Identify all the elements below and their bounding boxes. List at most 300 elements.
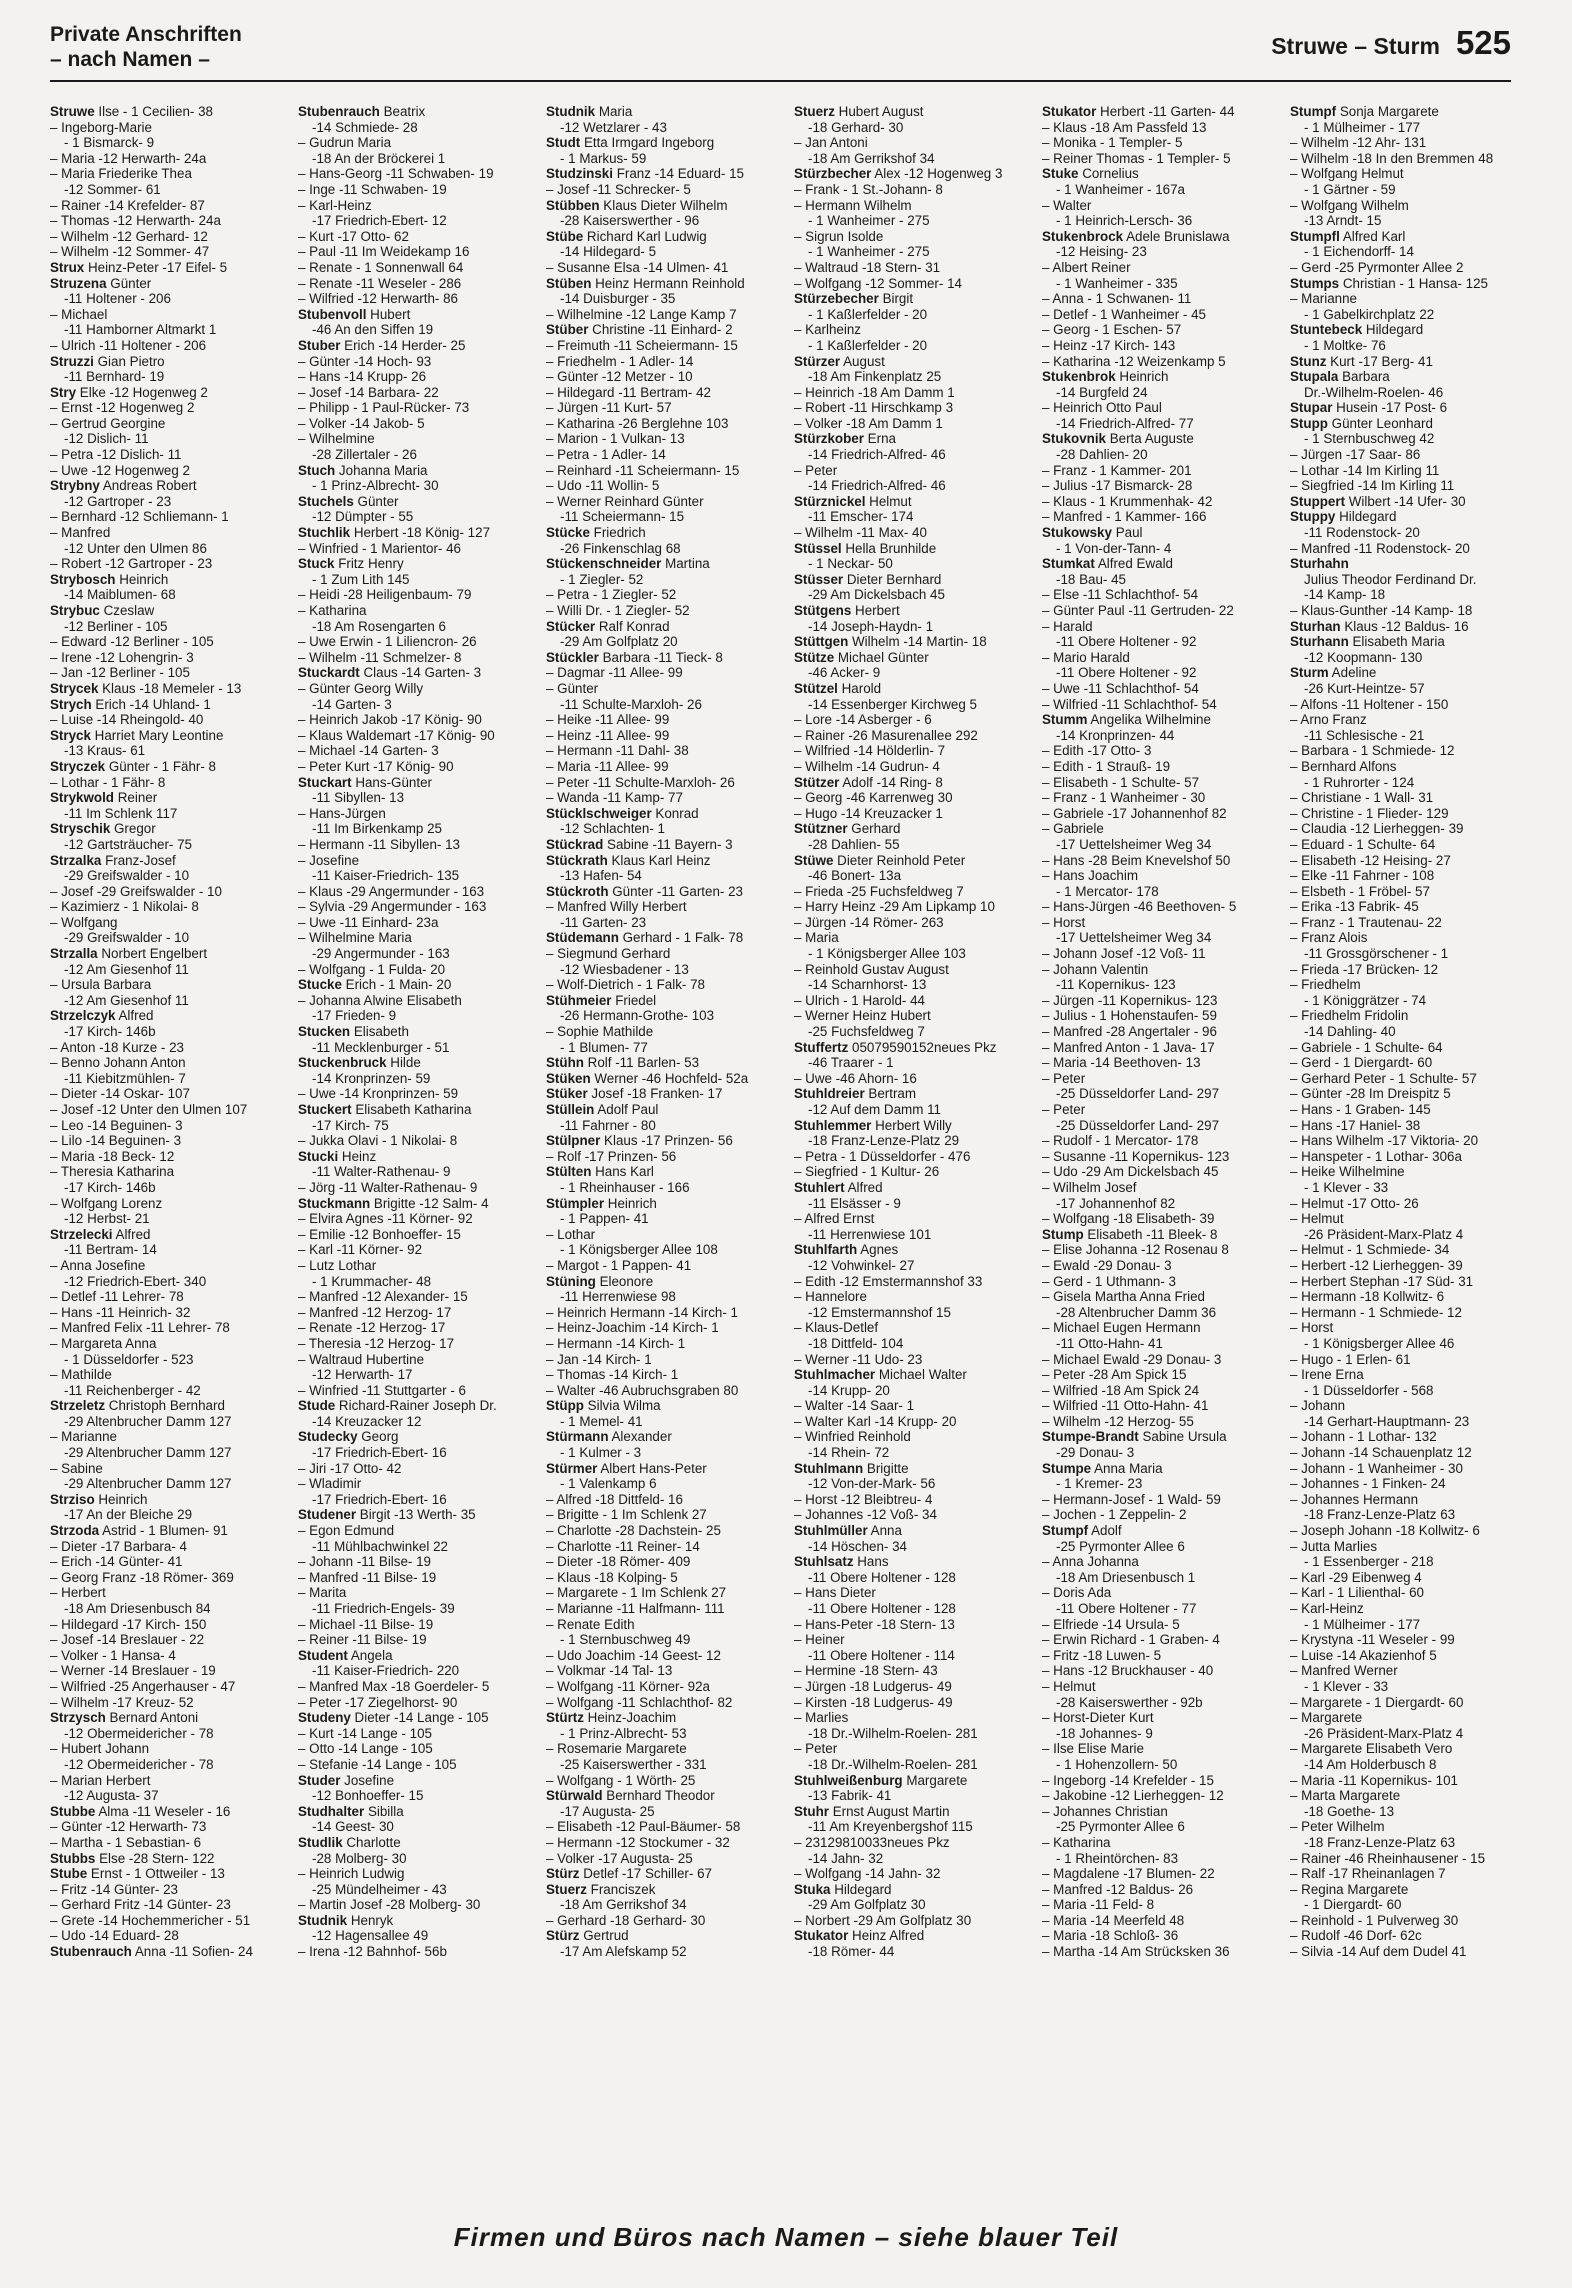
directory-entry: – Ursula Barbara xyxy=(50,977,152,993)
directory-entry: Stry Elke -12 Hogenweg 2 xyxy=(50,384,208,400)
directory-entry: – Georg - 1 Eschen- 57 xyxy=(1042,322,1182,338)
directory-entry: – Jan -12 Berliner - 105 xyxy=(50,665,190,681)
directory-entry: Strux Heinz-Peter -17 Eifel- 5 xyxy=(50,259,228,275)
directory-entry: Stürmann Alexander xyxy=(546,1429,672,1445)
directory-entry: - 1 Mercator- 178 xyxy=(1056,883,1159,899)
directory-entry: -14 Schmiede- 28 xyxy=(312,119,418,135)
directory-entry: -26 Präsident-Marx-Platz 4 xyxy=(1304,1226,1464,1242)
directory-entry: – Robert -11 Hirschkamp 3 xyxy=(794,400,954,416)
directory-entry: – Jürgen -11 Kopernikus- 123 xyxy=(1042,992,1218,1008)
directory-entry: – Hanspeter - 1 Lothar- 306a xyxy=(1290,1148,1462,1164)
directory-entry: – Klaus -18 Am Passfeld 13 xyxy=(1042,119,1207,135)
directory-entry: -11 Obere Holtener - 92 xyxy=(1056,665,1197,681)
directory-entry: – Franz - 1 Trautenau- 22 xyxy=(1290,914,1442,930)
directory-entry: -18 Am Driesenbusch 1 xyxy=(1056,1569,1196,1585)
directory-entry: -12 Emstermannshof 15 xyxy=(808,1304,951,1320)
directory-entry: Stüdemann Gerhard - 1 Falk- 78 xyxy=(546,930,744,946)
directory-entry: – Jürgen -17 Saar- 86 xyxy=(1290,447,1421,463)
directory-entry: -12 Wiesbadener - 13 xyxy=(560,961,689,977)
directory-entry: – Günter -28 Im Dreispitz 5 xyxy=(1290,1086,1451,1102)
directory-entry: Stuhlert Alfred xyxy=(794,1179,883,1195)
directory-entry: -25 Pyrmonter Allee 6 xyxy=(1056,1538,1185,1554)
directory-entry: – Detlef -11 Lehrer- 78 xyxy=(50,1289,184,1305)
directory-entry: Stuck Fritz Henry xyxy=(298,556,404,572)
directory-entry: – Siegfried - 1 Kultur- 26 xyxy=(794,1164,940,1180)
directory-entry: - 1 Eichendorff- 14 xyxy=(1304,244,1414,260)
directory-entry: -18 Dr.-Wilhelm-Roelen- 281 xyxy=(808,1756,978,1772)
directory-entry: – Heike Wilhelmine xyxy=(1290,1164,1405,1180)
directory-entry: – Robert -12 Gartroper - 23 xyxy=(50,556,213,572)
directory-entry: Stuhldreier Bertram xyxy=(794,1086,917,1102)
directory-entry: -25 Mündelheimer - 43 xyxy=(312,1881,447,1897)
directory-entry: – Christine - 1 Flieder- 129 xyxy=(1290,805,1449,821)
directory-entry: – Günter Paul -11 Gertruden- 22 xyxy=(1042,603,1234,618)
directory-entry: – Anton -18 Kurze - 23 xyxy=(50,1039,184,1055)
directory-entry: – Walter xyxy=(1042,197,1092,213)
directory-entry: -46 Acker- 9 xyxy=(808,665,881,681)
directory-entry: – Claudia -12 Lierheggen- 39 xyxy=(1290,821,1464,837)
directory-entry: – Theresia -12 Herzog- 17 xyxy=(298,1335,455,1351)
directory-entry: – Martin Josef -28 Molberg- 30 xyxy=(298,1897,481,1913)
directory-entry: – Manfred Max -18 Goerdeler- 5 xyxy=(298,1678,490,1694)
directory-entry: - 1 Düsseldorfer - 523 xyxy=(64,1351,194,1367)
page-header-right xyxy=(1271,24,1511,62)
directory-entry: – Eduard - 1 Schulte- 64 xyxy=(1290,836,1436,852)
directory-entry: Stütgens Herbert xyxy=(794,603,900,618)
directory-entry: Stüker Josef -18 Franken- 17 xyxy=(546,1086,723,1102)
directory-entry: Stuhlsatz Hans xyxy=(794,1554,889,1570)
directory-entry: -11 Bertram- 14 xyxy=(64,1242,157,1258)
directory-entry: -11 Garten- 23 xyxy=(560,914,647,930)
directory-entry: – Wolfgang -18 Elisabeth- 39 xyxy=(1042,1211,1215,1227)
directory-entry: -29 Angermunder - 163 xyxy=(312,946,450,962)
directory-entry: Stüssel Hella Brunhilde xyxy=(794,540,937,556)
directory-entry: Stumpe Anna Maria xyxy=(1042,1460,1163,1476)
directory-entry: Stumm Angelika Wilhelmine xyxy=(1042,712,1211,728)
directory-entry: – Manfred -11 Bilse- 19 xyxy=(298,1569,437,1585)
directory-entry: – Reinhold Gustav August xyxy=(794,961,949,977)
directory-entry: -18 Am Finkenplatz 25 xyxy=(808,369,942,385)
directory-entry: Stuber Erich -14 Herder- 25 xyxy=(298,337,466,353)
directory-entry: – Michael Ewald -29 Donau- 3 xyxy=(1042,1351,1222,1367)
directory-entry: – Freimuth -11 Scheiermann- 15 xyxy=(546,337,738,353)
directory-entry: – Ulrich -11 Holtener - 206 xyxy=(50,337,207,353)
directory-entry: Stütze Michael Günter xyxy=(794,649,929,665)
directory-entry: – Gerhard -18 Gerhard- 30 xyxy=(546,1912,706,1928)
directory-entry: -12 Bonhoeffer- 15 xyxy=(312,1788,424,1804)
directory-entry: – Heinrich Hermann -14 Kirch- 1 xyxy=(546,1304,739,1320)
directory-entry: – Wladimir xyxy=(298,1476,362,1492)
directory-entry: -17 An der Bleiche 29 xyxy=(64,1507,193,1523)
directory-entry: – Ulrich - 1 Harold- 44 xyxy=(794,992,925,1008)
directory-entry: -11 Obere Holtener - 77 xyxy=(1056,1601,1197,1616)
directory-entry: – Rainer -14 Krefelder- 87 xyxy=(50,197,205,213)
directory-entry: Stubenrauch Anna -11 Sofien- 24 xyxy=(50,1944,253,1960)
directory-entry: Stupala Barbara xyxy=(1290,369,1390,385)
directory-entry: - 1 Wanheimer - 275 xyxy=(808,244,930,260)
directory-entry: – Maria -11 Allee- 99 xyxy=(546,758,669,774)
directory-entry: – Hermann -18 Kollwitz- 6 xyxy=(1290,1289,1445,1305)
directory-entry: – Marian Herbert xyxy=(50,1772,151,1788)
directory-entry: – Detlef - 1 Wanheimer - 45 xyxy=(1042,306,1206,322)
directory-entry: – Wilhelm -12 Herzog- 55 xyxy=(1042,1413,1194,1429)
directory-entry: – Else -11 Schlachthof- 54 xyxy=(1042,587,1199,603)
directory-entry: Stüsser Dieter Bernhard xyxy=(794,571,942,587)
directory-entry: – Rainer -26 Masurenallee 292 xyxy=(794,727,978,743)
directory-entry: - 1 Königsberger Allee 108 xyxy=(560,1242,718,1258)
directory-entry: - 1 Krummacher- 48 xyxy=(312,1273,432,1289)
directory-entry: – Volker -17 Augusta- 25 xyxy=(546,1850,693,1866)
directory-entry: – Hans -14 Krupp- 26 xyxy=(298,369,427,385)
directory-entry: – Georg -46 Karrenweg 30 xyxy=(794,790,953,806)
directory-entry: Stuhlfarth Agnes xyxy=(794,1242,899,1258)
directory-entry: – Heike -11 Allee- 99 xyxy=(546,712,670,728)
directory-entry: – Günter xyxy=(546,680,599,696)
directory-entry: – Manfred -12 Alexander- 15 xyxy=(298,1289,468,1305)
directory-entry: – Marion - 1 Vulkan- 13 xyxy=(546,431,685,447)
directory-entry: -14 Höschen- 34 xyxy=(808,1538,907,1554)
directory-entry: -18 Goethe- 13 xyxy=(1304,1803,1395,1819)
directory-entry: – Gisela Martha Anna Fried xyxy=(1042,1289,1206,1305)
directory-entry: – Lore -14 Asberger - 6 xyxy=(794,712,932,728)
directory-entry: – Johannes Christian xyxy=(1042,1803,1168,1819)
directory-entry: – Hans-Jürgen xyxy=(298,805,386,821)
directory-entry: – Mario Harald xyxy=(1042,649,1130,665)
directory-entry: - 1 Kulmer - 3 xyxy=(560,1445,642,1461)
directory-entry: -14 Garten- 3 xyxy=(312,696,392,712)
directory-entry: – Helmut - 1 Schmiede- 34 xyxy=(1290,1242,1450,1258)
directory-entry: – Wilfried -18 Am Spick 24 xyxy=(1042,1382,1200,1398)
directory-entry: -11 Im Birkenkamp 25 xyxy=(312,821,442,837)
directory-entry: – Uwe -11 Schlachthof- 54 xyxy=(1042,680,1199,696)
directory-column xyxy=(50,104,274,2204)
directory-entry: – Elisabeth - 1 Schulte- 57 xyxy=(1042,774,1200,790)
directory-entry: -25 Düsseldorfer Land- 297 xyxy=(1056,1117,1220,1133)
directory-entry: – Katharina xyxy=(1042,1834,1111,1850)
directory-entry: – Susanne -11 Kopernikus- 123 xyxy=(1042,1148,1230,1164)
directory-entry: – Hildegard -17 Kirch- 150 xyxy=(50,1616,207,1632)
directory-entry: – Franz - 1 Wanheimer - 30 xyxy=(1042,790,1206,806)
directory-entry: – Dagmar -11 Allee- 99 xyxy=(546,665,683,681)
directory-entry: -29 Altenbrucher Damm 127 xyxy=(64,1413,232,1429)
directory-entry: - 1 Rheinhauser - 166 xyxy=(560,1179,690,1195)
directory-entry: -28 Kaiserswerther - 96 xyxy=(560,213,700,229)
directory-entry: Stukator Herbert -11 Garten- 44 xyxy=(1042,104,1235,119)
directory-entry: Strzalla Norbert Engelbert xyxy=(50,946,208,962)
directory-entry: – Heinrich -18 Am Damm 1 xyxy=(794,384,955,400)
directory-entry: -14 Kronprinzen- 44 xyxy=(1056,727,1175,743)
directory-entry: Studnik Henryk xyxy=(298,1912,394,1928)
directory-entry: – Norbert -29 Am Golfplatz 30 xyxy=(794,1912,972,1928)
directory-entry: -11 Grossgörschener - 1 xyxy=(1304,946,1449,962)
directory-entry: – Ingeborg -14 Krefelder - 15 xyxy=(1042,1772,1214,1788)
directory-entry: – Petra -12 Dislich- 11 xyxy=(50,447,182,463)
directory-entry: – Doris Ada xyxy=(1042,1585,1112,1601)
directory-entry: – Susanne Elsa -14 Ulmen- 41 xyxy=(546,259,729,275)
directory-entry: – Hans -17 Haniel- 38 xyxy=(1290,1117,1421,1133)
directory-entry: Stürz Detlef -17 Schiller- 67 xyxy=(546,1866,712,1882)
directory-entry: – Magdalene -17 Blumen- 22 xyxy=(1042,1866,1215,1882)
directory-entry: – Marlies xyxy=(794,1710,849,1726)
directory-entry: Stüwe Dieter Reinhold Peter xyxy=(794,852,966,868)
directory-entry: -17 Frieden- 9 xyxy=(312,1008,397,1024)
directory-entry: – Martha -14 Am Strücksken 36 xyxy=(1042,1944,1230,1960)
directory-entry: – Rudolf -46 Dorf- 62c xyxy=(1290,1928,1422,1944)
directory-entry: Stube Ernst - 1 Ottweiler - 13 xyxy=(50,1866,225,1882)
directory-entry: -11 Schlesische - 21 xyxy=(1304,727,1425,743)
directory-entry: -17 Friedrich-Ebert- 12 xyxy=(312,213,447,229)
directory-entry: – Margarete - 1 Im Schlenk 27 xyxy=(546,1585,727,1601)
directory-entry: - 1 Mülheimer - 177 xyxy=(1304,1616,1421,1632)
directory-entry: -26 Finkenschlag 68 xyxy=(560,540,681,556)
directory-entry: Struzzi Gian Pietro xyxy=(50,353,165,369)
directory-entry: Stücklschweiger Konrad xyxy=(546,805,699,821)
directory-entry: - 1 Markus- 59 xyxy=(560,150,647,166)
directory-entry: – Elke -11 Fahrner - 108 xyxy=(1290,868,1435,884)
directory-entry: Stukator Heinz Alfred xyxy=(794,1928,925,1944)
directory-entry: -12 Obermeidericher - 78 xyxy=(64,1756,214,1772)
directory-entry: – Peter xyxy=(794,1741,838,1757)
directory-entry: Stucken Elisabeth xyxy=(298,1024,409,1040)
directory-entry: – Johanna Alwine Elisabeth xyxy=(298,992,462,1008)
directory-entry: – Elfriede -14 Ursula- 5 xyxy=(1042,1616,1180,1632)
directory-entry: Studener Birgit -13 Werth- 35 xyxy=(298,1507,476,1523)
directory-entry: – Horst xyxy=(1290,1320,1334,1336)
directory-entry: – Marianne xyxy=(50,1429,117,1445)
directory-entry: – Herbert Stephan -17 Süd- 31 xyxy=(1290,1273,1474,1289)
directory-entry: – Klaus-Gunther -14 Kamp- 18 xyxy=(1290,603,1473,618)
directory-entry: Student Angela xyxy=(298,1647,393,1663)
directory-entry: – Rosemarie Margarete xyxy=(546,1741,687,1757)
directory-entry: Stürzbecher Alex -12 Hogenweg 3 xyxy=(794,166,1003,182)
directory-entry: – Wilhelmine xyxy=(298,431,375,447)
directory-entry: Stücker Ralf Konrad xyxy=(546,618,670,634)
directory-entry: -14 Kreuzacker 12 xyxy=(312,1413,422,1429)
directory-entry: – Johann -14 Schauenplatz 12 xyxy=(1290,1445,1472,1461)
directory-entry: – Bernhard Alfons xyxy=(1290,758,1397,774)
directory-entry: Stücke Friedrich xyxy=(546,525,646,541)
directory-entry: – Frank - 1 St.-Johann- 8 xyxy=(794,181,943,197)
directory-entry: -11 Obere Holtener - 128 xyxy=(808,1569,956,1585)
header-divider xyxy=(50,80,1511,82)
directory-entry: – Michael -11 Bilse- 19 xyxy=(298,1616,434,1632)
directory-entry: Stuckmann Brigitte -12 Salm- 4 xyxy=(298,1195,489,1211)
directory-entry: – Volker -18 Am Damm 1 xyxy=(794,415,943,431)
directory-entry: – Wilhelm -17 Kreuz- 52 xyxy=(50,1694,194,1710)
directory-entry: - 1 Essenberger - 218 xyxy=(1304,1554,1434,1570)
directory-entry: -11 Emscher- 174 xyxy=(808,509,914,525)
directory-entry: – Elvira Agnes -11 Körner- 92 xyxy=(298,1211,473,1227)
directory-entry: – Maria -11 Feld- 8 xyxy=(1042,1897,1155,1913)
directory-entry: – Maria -18 Beck- 12 xyxy=(50,1148,175,1164)
directory-entry: – Manfred Felix -11 Lehrer- 78 xyxy=(50,1320,230,1336)
directory-entry: – Uwe -11 Einhard- 23a xyxy=(298,914,439,930)
directory-entry: -11 Bernhard- 19 xyxy=(64,369,165,385)
directory-entry: – Walter Karl -14 Krupp- 20 xyxy=(794,1413,957,1429)
directory-entry: -14 Friedrich-Alfred- 46 xyxy=(808,447,946,463)
directory-entry: – Wilhelmine -12 Lange Kamp 7 xyxy=(546,306,737,322)
directory-entry: Stryck Harriet Mary Leontine xyxy=(50,727,224,743)
directory-entry: Stumpe-Brandt Sabine Ursula xyxy=(1042,1429,1227,1445)
directory-entry: – Winfried -11 Stuttgarter - 6 xyxy=(298,1382,466,1398)
directory-entry: – Volker -14 Jakob- 5 xyxy=(298,415,425,431)
directory-entry: – Monika - 1 Templer- 5 xyxy=(1042,135,1183,151)
directory-entry: - 1 Memel- 41 xyxy=(560,1413,643,1429)
directory-entry: – Karlheinz xyxy=(794,322,861,338)
directory-entry: – Reiner Thomas - 1 Templer- 5 xyxy=(1042,150,1231,166)
directory-entry: - 1 Königgrätzer - 74 xyxy=(1304,992,1427,1008)
directory-entry: – Gerd - 1 Diergardt- 60 xyxy=(1290,1055,1433,1071)
directory-entry: – Edith -12 Emstermannshof 33 xyxy=(794,1273,983,1289)
directory-entry: – Heinz -17 Kirch- 143 xyxy=(1042,337,1176,353)
directory-entry: – Josef -12 Unter den Ulmen 107 xyxy=(50,1102,248,1117)
directory-entry: -12 Berliner - 105 xyxy=(64,618,168,634)
directory-entry: – Herbert -12 Lierheggen- 39 xyxy=(1290,1257,1463,1273)
directory-entry: Stürtz Heinz-Joachim xyxy=(546,1710,677,1726)
directory-entry: – Wilhelm -14 Gudrun- 4 xyxy=(794,758,940,774)
directory-entry: -11 Im Schlenk 117 xyxy=(64,805,178,821)
directory-entry: – Renate -11 Weseler - 286 xyxy=(298,275,462,291)
directory-entry: – Siegmund Gerhard xyxy=(546,946,671,962)
directory-entry: -12 Obermeidericher - 78 xyxy=(64,1725,214,1741)
directory-entry: -11 Am Kreyenbergshof 115 xyxy=(808,1819,973,1835)
directory-entry: -28 Kaiserswerther - 92b xyxy=(1056,1694,1203,1710)
directory-entry: - 1 Kaßlerfelder - 20 xyxy=(808,306,928,322)
directory-entry: - 1 Ziegler- 52 xyxy=(560,571,644,587)
directory-entry: Strzalka Franz-Josef xyxy=(50,852,176,868)
directory-entry: – Klaus -18 Kolping- 5 xyxy=(546,1569,678,1585)
directory-entry: – Hans Dieter xyxy=(794,1585,876,1601)
directory-entry: -29 Altenbrucher Damm 127 xyxy=(64,1476,232,1492)
directory-columns xyxy=(50,104,1514,2204)
directory-entry: Stückenschneider Martina xyxy=(546,556,710,572)
directory-entry: Stuckenbruck Hilde xyxy=(298,1055,421,1071)
section-title-line1: Private Anschriften xyxy=(50,23,242,46)
directory-entry: Stuckert Elisabeth Katharina xyxy=(298,1102,472,1117)
section-title-line2: – nach Namen – xyxy=(50,48,210,71)
directory-entry: – Uwe Erwin - 1 Liliencron- 26 xyxy=(298,634,477,650)
directory-entry: – Heidi -28 Heiligenbaum- 79 xyxy=(298,587,472,603)
directory-entry: -11 Fahrner - 80 xyxy=(560,1117,656,1133)
directory-entry: – Ilse Elise Marie xyxy=(1042,1741,1144,1757)
directory-entry: -28 Dahlien- 55 xyxy=(808,836,900,852)
directory-entry: -18 Am Driesenbusch 84 xyxy=(64,1601,211,1616)
directory-entry: -11 Kaiser-Friedrich- 135 xyxy=(312,868,460,884)
directory-entry: Stühn Rolf -11 Barlen- 53 xyxy=(546,1055,700,1071)
directory-entry: -11 Otto-Hahn- 41 xyxy=(1056,1335,1163,1351)
directory-entry: - 1 Prinz-Albrecht- 53 xyxy=(560,1725,687,1741)
directory-entry: Stuchels Günter xyxy=(298,493,399,509)
directory-entry: – Hans -28 Beim Knevelshof 50 xyxy=(1042,852,1231,868)
directory-entry: – Uwe -12 Hogenweg 2 xyxy=(50,462,190,478)
directory-entry: – Luise -14 Akazienhof 5 xyxy=(1290,1647,1437,1663)
directory-entry: – Udo -11 Wollin- 5 xyxy=(546,478,660,494)
directory-entry: – Kurt -14 Lange - 105 xyxy=(298,1725,432,1741)
directory-entry: -11 Herrenwiese 101 xyxy=(808,1226,932,1242)
directory-entry: – Reiner -11 Bilse- 19 xyxy=(298,1632,427,1648)
directory-entry: – Karl -11 Körner- 92 xyxy=(298,1242,423,1258)
directory-entry: -12 Von-der-Mark- 56 xyxy=(808,1476,936,1492)
directory-entry: Studzinski Franz -14 Eduard- 15 xyxy=(546,166,744,182)
directory-entry: – Josef -14 Breslauer - 22 xyxy=(50,1632,205,1648)
directory-entry: Strzysch Bernard Antoni xyxy=(50,1710,199,1726)
directory-entry: – Jürgen -14 Römer- 263 xyxy=(794,914,944,930)
directory-entry: – Anna Josefine xyxy=(50,1257,146,1273)
directory-entry: -13 Hafen- 54 xyxy=(560,868,642,884)
directory-entry: -14 Geest- 30 xyxy=(312,1819,394,1835)
directory-entry: -12 Dislich- 11 xyxy=(64,431,149,447)
directory-entry: – Jakobine -12 Lierheggen- 12 xyxy=(1042,1788,1224,1804)
directory-entry: – Katharina xyxy=(298,603,367,618)
directory-entry: – Manfred Werner xyxy=(1290,1663,1398,1679)
directory-entry: – Karl-Heinz xyxy=(1290,1601,1364,1616)
directory-entry: – Emilie -12 Bonhoeffer- 15 xyxy=(298,1226,461,1242)
directory-entry: – Franz Alois xyxy=(1290,930,1368,946)
directory-entry: -12 Gartroper - 23 xyxy=(64,493,172,509)
directory-entry: -12 Heising- 23 xyxy=(1056,244,1147,260)
directory-entry: – Sigrun Isolde xyxy=(794,228,884,244)
directory-entry: – Edward -12 Berliner - 105 xyxy=(50,634,214,650)
directory-entry: – Marianne xyxy=(1290,291,1357,307)
directory-entry: – Gabriele - 1 Schulte- 64 xyxy=(1290,1039,1443,1055)
directory-entry: Stuntebeck Hildegard xyxy=(1290,322,1424,338)
directory-entry: Stüben Heinz Hermann Reinhold xyxy=(546,275,745,291)
directory-entry: – Manfred Willy Herbert xyxy=(546,899,687,915)
directory-entry: – Manfred - 1 Kammer- 166 xyxy=(1042,509,1207,525)
directory-entry: Sturhahn xyxy=(1290,556,1349,572)
directory-entry: -14 Krupp- 20 xyxy=(808,1382,890,1398)
directory-entry: – Helmut xyxy=(1042,1678,1096,1694)
directory-entry: Strykwold Reiner xyxy=(50,790,158,806)
directory-entry: – Silvia -14 Auf dem Dudel 41 xyxy=(1290,1944,1467,1960)
directory-entry: – Karl - 1 Lilienthal- 60 xyxy=(1290,1585,1424,1601)
directory-entry: – Paul -11 Im Weidekamp 16 xyxy=(298,244,470,260)
directory-entry: – Ernst -12 Hogenweg 2 xyxy=(50,400,195,416)
directory-entry: -17 Kirch- 75 xyxy=(312,1117,389,1133)
directory-entry: – Katharina -26 Berglehne 103 xyxy=(546,415,729,431)
directory-entry: – Udo Joachim -14 Geest- 12 xyxy=(546,1647,721,1663)
directory-entry: - 1 Ruhrorter - 124 xyxy=(1304,774,1415,790)
directory-entry: Studnik Maria xyxy=(546,104,633,119)
directory-entry: – Bernhard -12 Schliemann- 1 xyxy=(50,509,229,525)
directory-entry: – Erika -13 Fabrik- 45 xyxy=(1290,899,1419,915)
directory-entry: -13 Arndt- 15 xyxy=(1304,213,1382,229)
directory-entry: – Werner Heinz Hubert xyxy=(794,1008,931,1024)
directory-entry: Stürzebecher Birgit xyxy=(794,291,914,307)
directory-entry: – Johann - 1 Lothar- 132 xyxy=(1290,1429,1437,1445)
directory-entry: – Manfred -12 Herzog- 17 xyxy=(298,1304,452,1320)
directory-entry: -18 Dr.-Wilhelm-Roelen- 281 xyxy=(808,1725,978,1741)
directory-entry: Stückroth Günter -11 Garten- 23 xyxy=(546,883,743,899)
directory-entry: – Stefanie -14 Lange - 105 xyxy=(298,1756,457,1772)
directory-entry: Stuppy Hildegard xyxy=(1290,509,1397,525)
directory-entry: – Petra - 1 Ziegler- 52 xyxy=(546,587,677,603)
directory-entry: – Hans Joachim xyxy=(1042,868,1139,884)
directory-entry: -14 Kamp- 18 xyxy=(1304,587,1386,603)
directory-entry: – Gerhard Peter - 1 Schulte- 57 xyxy=(1290,1070,1477,1086)
name-range: Struwe – Sturm xyxy=(1271,33,1440,59)
directory-entry: Stukenbrock Adele Brunislawa xyxy=(1042,228,1230,244)
directory-entry: – Wilfried -11 Otto-Hahn- 41 xyxy=(1042,1398,1209,1414)
directory-entry: – Werner -14 Breslauer - 19 xyxy=(50,1663,216,1679)
directory-entry: – Wolfgang -12 Sommer- 14 xyxy=(794,275,962,291)
directory-entry: – Peter Kurt -17 König- 90 xyxy=(298,758,454,774)
directory-entry: - 1 Hohenzollern- 50 xyxy=(1056,1756,1178,1772)
directory-column xyxy=(546,104,770,2204)
directory-entry: – Herbert xyxy=(50,1585,106,1601)
directory-entry: – Charlotte -28 Dachstein- 25 xyxy=(546,1523,721,1539)
directory-entry: – Reinhold - 1 Pulverweg 30 xyxy=(1290,1912,1459,1928)
